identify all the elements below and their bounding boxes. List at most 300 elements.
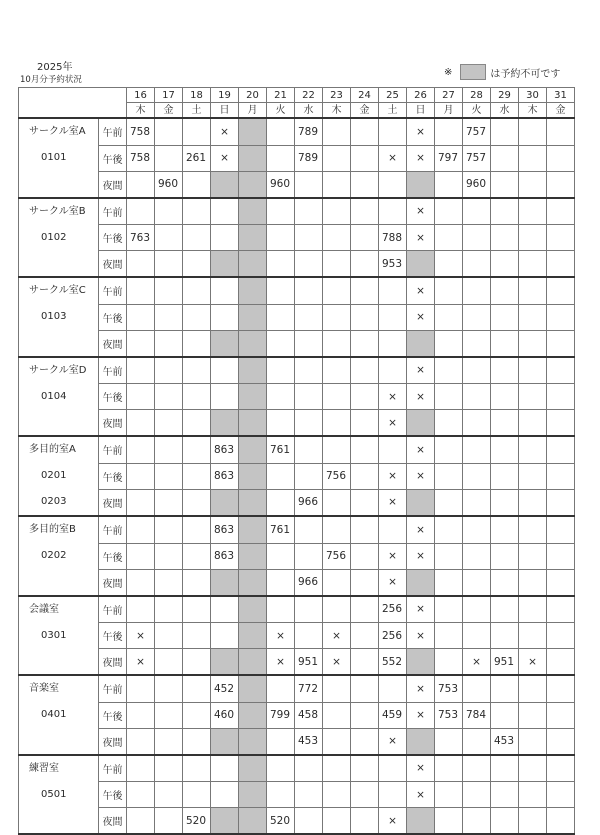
schedule-cell [547, 808, 575, 835]
schedule-cell [407, 330, 435, 357]
room-code: 0501 [19, 782, 99, 808]
schedule-cell [183, 198, 211, 225]
schedule-cell [239, 569, 267, 596]
schedule-cell [323, 675, 351, 702]
schedule-cell [435, 436, 463, 463]
legend-text: は予約不可です [490, 68, 561, 80]
schedule-cell [183, 728, 211, 755]
schedule-cell [519, 516, 547, 543]
schedule-cell [127, 304, 155, 330]
schedule-cell [267, 357, 295, 384]
header-weekday: 金 [351, 103, 379, 119]
schedule-cell [491, 675, 519, 702]
schedule-cell [239, 623, 267, 649]
schedule-cell: × [407, 516, 435, 543]
schedule-cell: 453 [491, 728, 519, 755]
schedule-cell: 966 [295, 489, 323, 516]
schedule-cell [323, 728, 351, 755]
schedule-cell [351, 436, 379, 463]
schedule-cell [547, 277, 575, 304]
schedule-cell [155, 755, 183, 782]
schedule-cell: × [407, 277, 435, 304]
schedule-cell [547, 702, 575, 728]
period-label: 午前 [99, 277, 127, 304]
schedule-cell: × [407, 782, 435, 808]
schedule-cell [239, 436, 267, 463]
room-name: 会議室 [19, 596, 99, 623]
schedule-cell [435, 623, 463, 649]
schedule-cell [295, 171, 323, 198]
schedule-cell: × [407, 543, 435, 569]
header-weekday: 月 [239, 103, 267, 119]
room-code [19, 410, 99, 437]
schedule-cell [211, 410, 239, 437]
schedule-cell [351, 649, 379, 676]
schedule-cell [547, 623, 575, 649]
schedule-cell [323, 145, 351, 171]
schedule-cell: × [407, 596, 435, 623]
header-weekday: 水 [491, 103, 519, 119]
period-label: 夜間 [99, 251, 127, 278]
schedule-cell [435, 649, 463, 676]
schedule-cell: 863 [211, 516, 239, 543]
schedule-cell [435, 569, 463, 596]
schedule-cell [379, 277, 407, 304]
schedule-cell [323, 702, 351, 728]
schedule-cell [239, 782, 267, 808]
schedule-cell: × [379, 728, 407, 755]
schedule-cell [435, 782, 463, 808]
schedule-cell [435, 171, 463, 198]
schedule-cell [435, 489, 463, 516]
schedule-cell [239, 171, 267, 198]
schedule-cell [239, 330, 267, 357]
schedule-cell [379, 118, 407, 145]
schedule-cell [547, 569, 575, 596]
schedule-cell [183, 357, 211, 384]
period-label: 午後 [99, 623, 127, 649]
schedule-cell: 757 [463, 145, 491, 171]
schedule-cell: × [407, 118, 435, 145]
schedule-cell [295, 782, 323, 808]
schedule-cell [211, 251, 239, 278]
schedule-cell [295, 623, 323, 649]
schedule-cell [155, 649, 183, 676]
schedule-cell [183, 384, 211, 410]
table-row [19, 330, 575, 357]
schedule-cell [295, 516, 323, 543]
schedule-cell [295, 384, 323, 410]
schedule-cell [183, 623, 211, 649]
schedule-cell: 951 [491, 649, 519, 676]
table-row [19, 463, 575, 489]
schedule-cell [519, 198, 547, 225]
schedule-cell [351, 755, 379, 782]
schedule-cell [239, 198, 267, 225]
schedule-cell: 757 [463, 118, 491, 145]
schedule-cell [323, 118, 351, 145]
schedule-cell [267, 410, 295, 437]
header-weekday: 水 [295, 103, 323, 119]
schedule-cell [267, 782, 295, 808]
schedule-cell [435, 277, 463, 304]
table-row [19, 118, 575, 145]
schedule-cell [519, 675, 547, 702]
schedule-cell [183, 410, 211, 437]
schedule-cell [519, 410, 547, 437]
schedule-cell [547, 330, 575, 357]
schedule-cell [155, 569, 183, 596]
schedule-cell: 960 [463, 171, 491, 198]
schedule-cell [239, 808, 267, 835]
schedule-cell [267, 569, 295, 596]
schedule-cell [407, 649, 435, 676]
schedule-cell: × [407, 357, 435, 384]
schedule-cell [155, 489, 183, 516]
schedule-cell [463, 357, 491, 384]
schedule-cell [155, 304, 183, 330]
schedule-cell: × [407, 755, 435, 782]
schedule-cell [519, 543, 547, 569]
schedule-cell: 951 [295, 649, 323, 676]
schedule-cell [295, 410, 323, 437]
schedule-cell [127, 596, 155, 623]
schedule-cell [155, 118, 183, 145]
schedule-cell [155, 225, 183, 251]
schedule-cell [127, 675, 155, 702]
header-weekday: 月 [435, 103, 463, 119]
schedule-cell [127, 755, 155, 782]
schedule-cell [295, 596, 323, 623]
schedule-cell [491, 543, 519, 569]
schedule-cell [183, 649, 211, 676]
header-date: 27 [435, 88, 463, 103]
schedule-cell [211, 808, 239, 835]
schedule-cell [407, 489, 435, 516]
schedule-cell [491, 569, 519, 596]
schedule-cell [267, 277, 295, 304]
schedule-cell [463, 436, 491, 463]
report-year: 2025年 [37, 62, 73, 73]
schedule-cell: 758 [127, 145, 155, 171]
room-code [19, 171, 99, 198]
schedule-cell [127, 277, 155, 304]
schedule-cell [155, 251, 183, 278]
schedule-cell [155, 516, 183, 543]
header-date: 31 [547, 88, 575, 103]
period-label: 午後 [99, 782, 127, 808]
room-name: サークル室B [19, 198, 99, 225]
schedule-cell [519, 755, 547, 782]
room-code [19, 808, 99, 835]
schedule-cell [463, 782, 491, 808]
schedule-cell [463, 569, 491, 596]
header-corner [19, 88, 127, 119]
schedule-cell [547, 436, 575, 463]
schedule-cell: 761 [267, 436, 295, 463]
schedule-cell [211, 171, 239, 198]
schedule-cell [211, 782, 239, 808]
schedule-cell [519, 145, 547, 171]
header-weekday: 金 [547, 103, 575, 119]
schedule-cell [519, 702, 547, 728]
room-code: 0103 [19, 304, 99, 330]
schedule-cell [323, 304, 351, 330]
schedule-cell [351, 543, 379, 569]
schedule-cell [547, 145, 575, 171]
schedule-cell [183, 782, 211, 808]
schedule-cell: × [379, 569, 407, 596]
schedule-cell [239, 118, 267, 145]
period-label: 午前 [99, 596, 127, 623]
schedule-cell: × [127, 649, 155, 676]
schedule-cell [379, 675, 407, 702]
room-code [19, 330, 99, 357]
room-code: 0301 [19, 623, 99, 649]
schedule-cell: 753 [435, 675, 463, 702]
schedule-cell [519, 118, 547, 145]
table-row [19, 251, 575, 278]
header-weekday: 木 [519, 103, 547, 119]
period-label: 午前 [99, 755, 127, 782]
schedule-cell [127, 782, 155, 808]
schedule-cell [295, 198, 323, 225]
schedule-cell [519, 782, 547, 808]
schedule-cell [435, 596, 463, 623]
header-weekday: 土 [379, 103, 407, 119]
schedule-cell [295, 225, 323, 251]
schedule-cell: × [127, 623, 155, 649]
header-date: 28 [463, 88, 491, 103]
legend-mark: ※ [444, 66, 453, 78]
table-row [19, 198, 575, 225]
schedule-cell [491, 330, 519, 357]
schedule-cell: × [379, 384, 407, 410]
schedule-cell: × [407, 145, 435, 171]
schedule-cell [127, 384, 155, 410]
schedule-cell [127, 198, 155, 225]
schedule-cell [155, 198, 183, 225]
period-label: 夜間 [99, 649, 127, 676]
schedule-cell [351, 384, 379, 410]
schedule-cell [379, 357, 407, 384]
schedule-cell: × [267, 623, 295, 649]
schedule-cell [239, 384, 267, 410]
schedule-cell [547, 171, 575, 198]
schedule-cell [379, 171, 407, 198]
period-label: 夜間 [99, 808, 127, 835]
schedule-cell: × [379, 808, 407, 835]
schedule-cell [379, 330, 407, 357]
schedule-cell [547, 304, 575, 330]
schedule-cell [127, 808, 155, 835]
schedule-cell [463, 277, 491, 304]
schedule-cell [155, 782, 183, 808]
table-row [19, 489, 575, 516]
schedule-cell [323, 277, 351, 304]
schedule-cell: × [407, 198, 435, 225]
schedule-cell: × [407, 675, 435, 702]
room-code: 0401 [19, 702, 99, 728]
schedule-cell [351, 198, 379, 225]
schedule-cell [491, 357, 519, 384]
schedule-cell: 784 [463, 702, 491, 728]
table-row [19, 436, 575, 463]
schedule-cell [239, 516, 267, 543]
schedule-cell [463, 623, 491, 649]
header-date: 26 [407, 88, 435, 103]
schedule-cell [351, 145, 379, 171]
period-label: 夜間 [99, 569, 127, 596]
schedule-cell [491, 808, 519, 835]
schedule-cell [323, 516, 351, 543]
schedule-cell [491, 198, 519, 225]
schedule-cell: × [211, 118, 239, 145]
schedule-cell [155, 702, 183, 728]
schedule-cell [463, 543, 491, 569]
schedule-cell [155, 384, 183, 410]
report-subtitle: 10月分予約状況 [20, 75, 82, 85]
schedule-cell [239, 277, 267, 304]
table-row [19, 782, 575, 808]
schedule-cell [435, 516, 463, 543]
schedule-cell [519, 623, 547, 649]
table-row [19, 410, 575, 437]
schedule-cell: × [379, 489, 407, 516]
schedule-cell: × [407, 384, 435, 410]
schedule-cell [267, 728, 295, 755]
schedule-cell [407, 251, 435, 278]
schedule-cell: × [407, 623, 435, 649]
schedule-cell [463, 463, 491, 489]
schedule-cell: 960 [267, 171, 295, 198]
schedule-cell [267, 675, 295, 702]
schedule-cell [491, 251, 519, 278]
schedule-cell [351, 410, 379, 437]
schedule-cell [547, 251, 575, 278]
schedule-cell: 452 [211, 675, 239, 702]
schedule-cell [155, 277, 183, 304]
schedule-cell [211, 755, 239, 782]
schedule-cell [547, 198, 575, 225]
schedule-cell: 520 [267, 808, 295, 835]
schedule-cell: 459 [379, 702, 407, 728]
schedule-cell [547, 410, 575, 437]
schedule-cell [211, 304, 239, 330]
schedule-cell: × [379, 145, 407, 171]
schedule-cell [491, 225, 519, 251]
header-date: 16 [127, 88, 155, 103]
room-code: 0201 [19, 463, 99, 489]
header-date: 21 [267, 88, 295, 103]
schedule-cell [407, 808, 435, 835]
header-weekday: 土 [183, 103, 211, 119]
schedule-cell [127, 330, 155, 357]
schedule-cell: 966 [295, 569, 323, 596]
schedule-cell [155, 623, 183, 649]
schedule-cell: × [267, 649, 295, 676]
schedule-cell [239, 728, 267, 755]
schedule-cell: × [463, 649, 491, 676]
header-date: 23 [323, 88, 351, 103]
schedule-cell [435, 410, 463, 437]
schedule-cell [351, 225, 379, 251]
period-label: 午後 [99, 304, 127, 330]
schedule-cell [155, 543, 183, 569]
schedule-cell [155, 728, 183, 755]
schedule-cell: 772 [295, 675, 323, 702]
header-date: 19 [211, 88, 239, 103]
room-code: 0102 [19, 225, 99, 251]
schedule-cell [323, 198, 351, 225]
schedule-cell [267, 755, 295, 782]
schedule-cell [267, 543, 295, 569]
schedule-cell: 453 [295, 728, 323, 755]
schedule-cell [183, 463, 211, 489]
schedule-cell [351, 357, 379, 384]
period-label: 午前 [99, 198, 127, 225]
schedule-cell [239, 489, 267, 516]
schedule-cell [239, 357, 267, 384]
schedule-cell [547, 489, 575, 516]
period-label: 午前 [99, 516, 127, 543]
schedule-cell [239, 649, 267, 676]
schedule-cell [351, 118, 379, 145]
schedule-cell [547, 596, 575, 623]
schedule-cell [519, 384, 547, 410]
schedule-cell [127, 410, 155, 437]
schedule-cell [211, 277, 239, 304]
schedule-cell [239, 251, 267, 278]
schedule-cell [295, 755, 323, 782]
schedule-cell [351, 489, 379, 516]
schedule-cell: × [519, 649, 547, 676]
schedule-cell [491, 623, 519, 649]
header-date: 29 [491, 88, 519, 103]
table-row [19, 675, 575, 702]
schedule-cell [547, 675, 575, 702]
period-label: 午前 [99, 357, 127, 384]
schedule-cell [323, 357, 351, 384]
schedule-cell [267, 489, 295, 516]
schedule-cell [183, 436, 211, 463]
legend-closed-swatch [460, 64, 486, 80]
schedule-cell [351, 782, 379, 808]
schedule-cell [295, 436, 323, 463]
table-row [19, 702, 575, 728]
schedule-cell [463, 384, 491, 410]
room-name: サークル室A [19, 118, 99, 145]
schedule-cell [211, 649, 239, 676]
room-name: サークル室D [19, 357, 99, 384]
schedule-cell [491, 304, 519, 330]
schedule-cell [183, 171, 211, 198]
schedule-cell: × [379, 543, 407, 569]
schedule-cell [211, 198, 239, 225]
schedule-cell [547, 649, 575, 676]
schedule-cell [351, 330, 379, 357]
schedule-cell [155, 463, 183, 489]
schedule-cell [127, 171, 155, 198]
schedule-cell [267, 384, 295, 410]
schedule-cell [183, 118, 211, 145]
schedule-cell [295, 357, 323, 384]
schedule-cell [323, 782, 351, 808]
schedule-cell: 458 [295, 702, 323, 728]
schedule-cell [519, 569, 547, 596]
schedule-cell [267, 304, 295, 330]
schedule-cell [351, 808, 379, 835]
